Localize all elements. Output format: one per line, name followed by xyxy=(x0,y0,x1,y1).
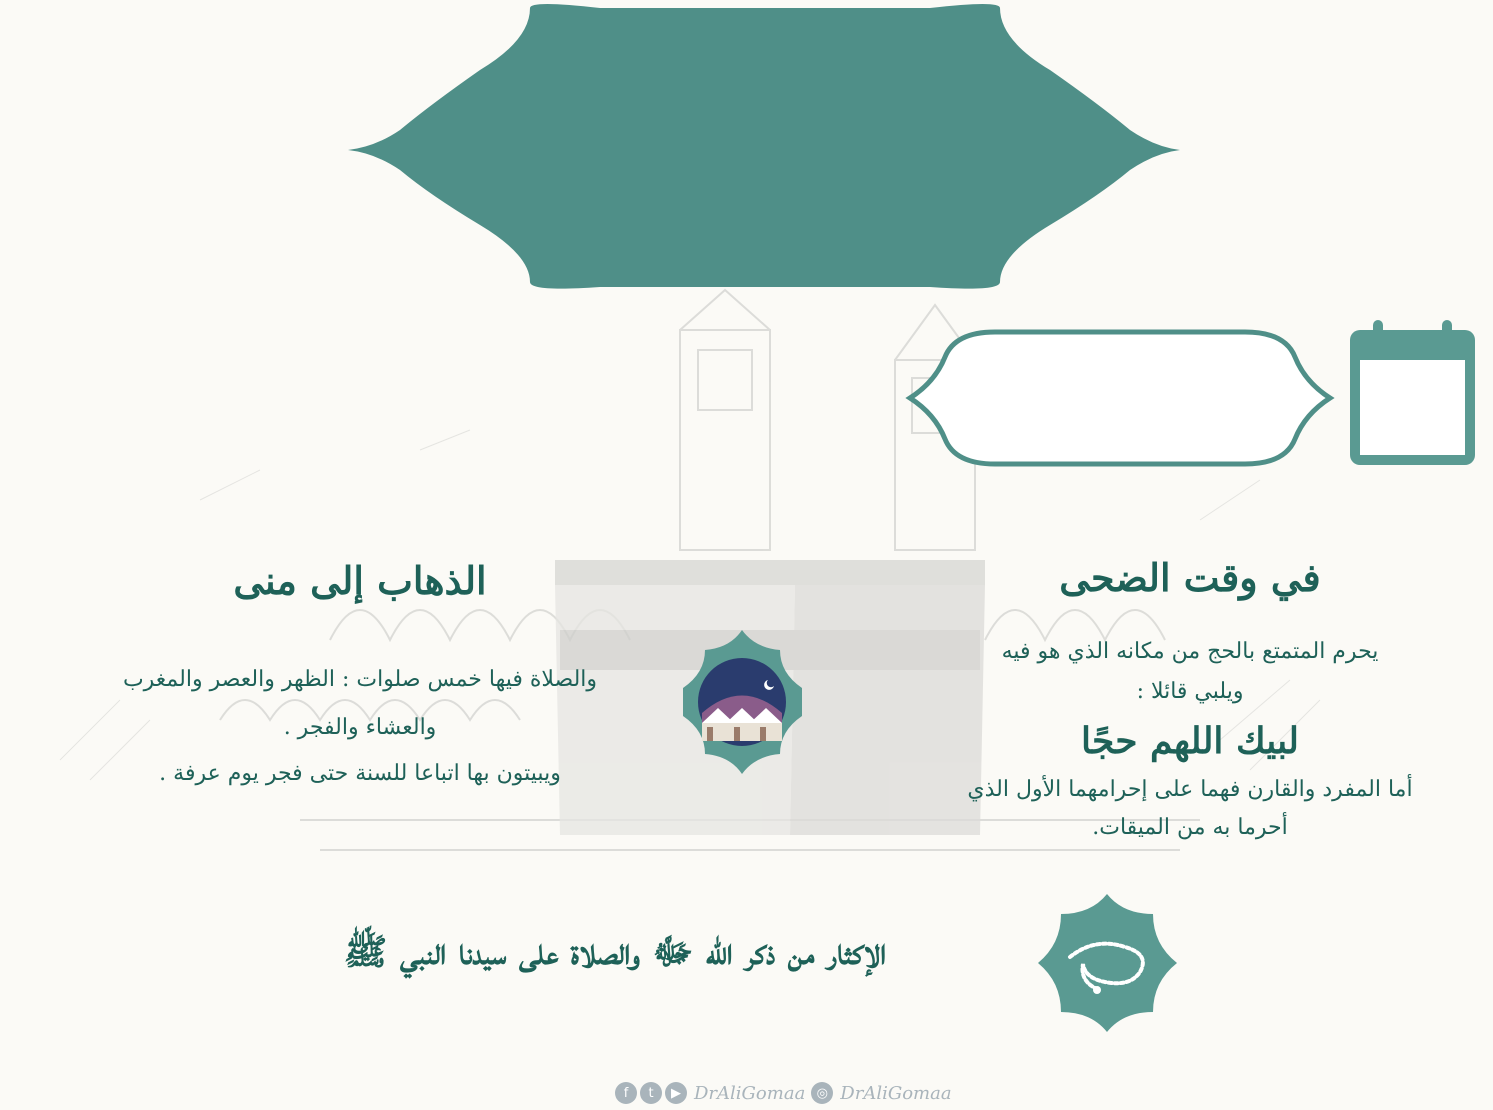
left-section-heading: الذهاب إلى منى xyxy=(233,558,487,603)
twitter-icon[interactable]: t xyxy=(640,1082,662,1104)
social-footer xyxy=(615,1078,975,1108)
left-section-text-line3: ويبيتون بها اتباعا للسنة حتى فجر يوم عرفة . xyxy=(159,761,561,786)
left-section-text-line2: والعشاء والفجر . xyxy=(283,715,437,740)
youtube-icon[interactable]: ▶ xyxy=(665,1082,687,1104)
social-handle-1[interactable]: DrAliGomaa xyxy=(694,1082,806,1104)
talbiya-text: لبيك اللهم حجًا xyxy=(1080,720,1299,762)
social-handle-2[interactable]: DrAliGomaa xyxy=(840,1082,952,1104)
facebook-icon[interactable]: f xyxy=(615,1082,637,1104)
website-icon[interactable]: ◎ xyxy=(811,1082,833,1104)
tents-night-icon xyxy=(680,628,805,776)
right-section-text-line3: أما المفرد والقارن فهما على إحرامهما الأول الذي xyxy=(967,777,1413,802)
right-section-heading: في وقت الضحى xyxy=(1059,555,1321,600)
day-banner xyxy=(900,322,1340,472)
right-section-text-line4: أحرما به من الميقات. xyxy=(1092,815,1288,840)
prayer-beads-icon xyxy=(1035,892,1180,1034)
right-section-text-line2: ويلبي قائلا : xyxy=(1136,679,1244,704)
calendar-icon xyxy=(1345,315,1480,470)
dhikr-text: الإكثار من ذكر الله ﷻ والصلاة على سيدنا النبي ﷺ xyxy=(343,931,887,973)
right-section-text-line1: يحرم المتمتع بالحج من مكانه الذي هو فيه xyxy=(1001,639,1379,664)
left-section-text-line1: والصلاة فيها خمس صلوات : الظهر والعصر والمغرب xyxy=(122,667,598,692)
title-banner xyxy=(340,0,1190,295)
